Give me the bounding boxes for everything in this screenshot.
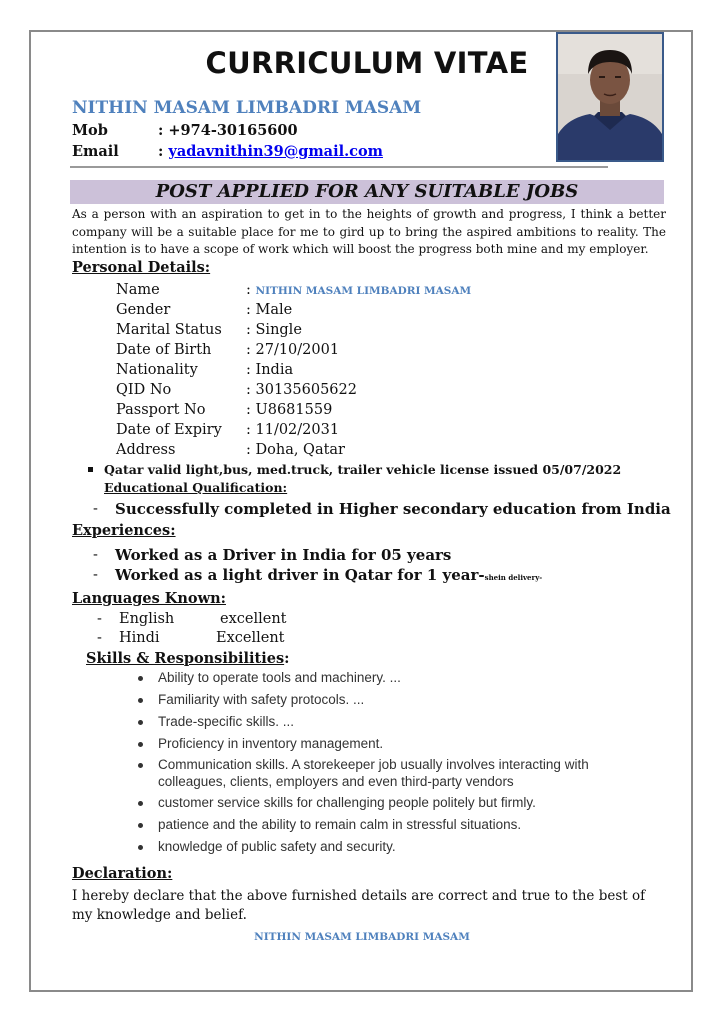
skill-item-continued: colleagues, clients, employers and even third-party vendors (158, 774, 514, 789)
mob-label: Mob (72, 122, 108, 139)
declaration-heading: Declaration: (72, 865, 173, 882)
dash-marker: - (93, 501, 98, 517)
personal-detail-value-text: : (246, 282, 256, 298)
skill-item: patience and the ability to remain calm in stressful situations. (158, 817, 522, 832)
signature-name: NITHIN MASAM LIMBADRI MASAM (254, 931, 470, 943)
personal-detail-value (246, 302, 292, 318)
personal-detail-label: Nationality (116, 362, 198, 378)
skills-heading: Skills & Responsibilities (86, 650, 285, 667)
dash-marker: - (97, 611, 102, 627)
post-applied-heading: POST APPLIED FOR ANY SUITABLE JOBS (155, 181, 579, 202)
profile-photo (556, 32, 664, 162)
experience-item-1: Worked as a Driver in India for 05 years (115, 546, 452, 564)
skill-item: Communication skills. A storekeeper job usually involves interacting with (158, 757, 589, 772)
personal-detail-label: Date of Birth (116, 342, 212, 358)
email-link[interactable]: yadavnithin39@gmail.com (168, 143, 383, 160)
skill-item: customer service skills for challenging people politely but firmly. (158, 795, 536, 810)
bullet-dot-icon (138, 763, 143, 768)
personal-detail-value (246, 382, 357, 398)
experience-item-2-text: Worked as a light driver in Qatar for 1 year- (115, 566, 485, 584)
bullet-dot-icon (138, 698, 143, 703)
mob-value: : +974-30165600 (158, 122, 298, 139)
document-title: CURRICULUM VITAE (205, 46, 529, 80)
candidate-name: NITHIN MASAM LIMBADRI MASAM (72, 98, 422, 118)
languages-heading: Languages Known: (72, 590, 226, 607)
experience-item-2 (115, 566, 542, 584)
personal-detail-value (246, 282, 471, 298)
personal-detail-label: Name (116, 282, 160, 298)
personal-detail-value-text: : 27/10/2001 (246, 342, 340, 358)
personal-detail-value-text: : Single (246, 322, 302, 338)
personal-detail-value-text: : U8681559 (246, 402, 333, 418)
skills-heading-colon: : (284, 650, 290, 667)
skill-item: Ability to operate tools and machinery. ... (158, 670, 401, 685)
bullet-square-icon (88, 467, 93, 472)
license-info: Qatar valid light,bus, med.truck, trailer vehicle license issued 05/07/2022 (104, 462, 622, 477)
experiences-heading: Experiences: (72, 522, 176, 539)
personal-details-heading: Personal Details: (72, 259, 211, 276)
bullet-dot-icon (138, 720, 143, 725)
language-level: Excellent (216, 630, 285, 646)
personal-detail-value-text: : 30135605622 (246, 382, 357, 398)
skill-item: Proficiency in inventory management. (158, 736, 384, 751)
personal-detail-label: Gender (116, 302, 171, 318)
skill-item: Familiarity with safety protocols. ... (158, 692, 365, 707)
skill-item: knowledge of public safety and security. (158, 839, 396, 854)
personal-detail-label: Date of Expiry (116, 422, 222, 438)
bullet-dot-icon (138, 823, 143, 828)
personal-detail-value-text: : India (246, 362, 294, 378)
language-name: Hindi (119, 630, 160, 646)
email-prefix: : (158, 143, 169, 160)
declaration-text: I hereby declare that the above furnished details are correct and true to the best of my knowledge and belief. (72, 888, 646, 923)
objective-paragraph: As a person with an aspiration to get in to the heights of growth and progress, I think a better company will be a suitable place for me to gird up to bring the aspired ambitions to reality. The intention is to have a scope of work which will boost the progress both mine and my employer. (72, 207, 666, 256)
personal-detail-value-text: : 11/02/2031 (246, 422, 340, 438)
personal-detail-value (246, 442, 345, 458)
experience-item-2-note: shein delivery- (484, 573, 543, 582)
personal-detail-label: Passport No (116, 402, 206, 418)
email-label: Email (72, 143, 119, 160)
dash-marker: - (97, 630, 102, 646)
personal-detail-name-value: NITHIN MASAM LIMBADRI MASAM (255, 285, 472, 297)
personal-detail-value (246, 322, 302, 338)
personal-detail-label: QID No (116, 382, 172, 398)
bullet-dot-icon (138, 845, 143, 850)
personal-detail-value-text: : Male (246, 302, 293, 318)
email-row (158, 143, 383, 160)
bullet-dot-icon (138, 742, 143, 747)
personal-detail-value (246, 422, 339, 438)
bullet-dot-icon (138, 676, 143, 681)
language-name: English (119, 611, 175, 627)
header-divider (70, 166, 608, 168)
bullet-dot-icon (138, 801, 143, 806)
dash-marker: - (93, 567, 98, 583)
dash-marker: - (93, 547, 98, 563)
personal-detail-label: Marital Status (116, 322, 222, 338)
personal-detail-value-text: : Doha, Qatar (246, 442, 345, 458)
person-photo-icon (558, 34, 662, 160)
personal-detail-label: Address (116, 442, 176, 458)
personal-detail-value (246, 342, 339, 358)
education-item: Successfully completed in Higher secondary education from India (115, 500, 671, 518)
personal-detail-value (246, 402, 332, 418)
education-heading: Educational Qualification: (104, 480, 288, 495)
language-level: excellent (220, 611, 287, 627)
skills-heading-row (86, 650, 289, 667)
personal-detail-value (246, 362, 293, 378)
skill-item: Trade-specific skills. ... (158, 714, 295, 729)
